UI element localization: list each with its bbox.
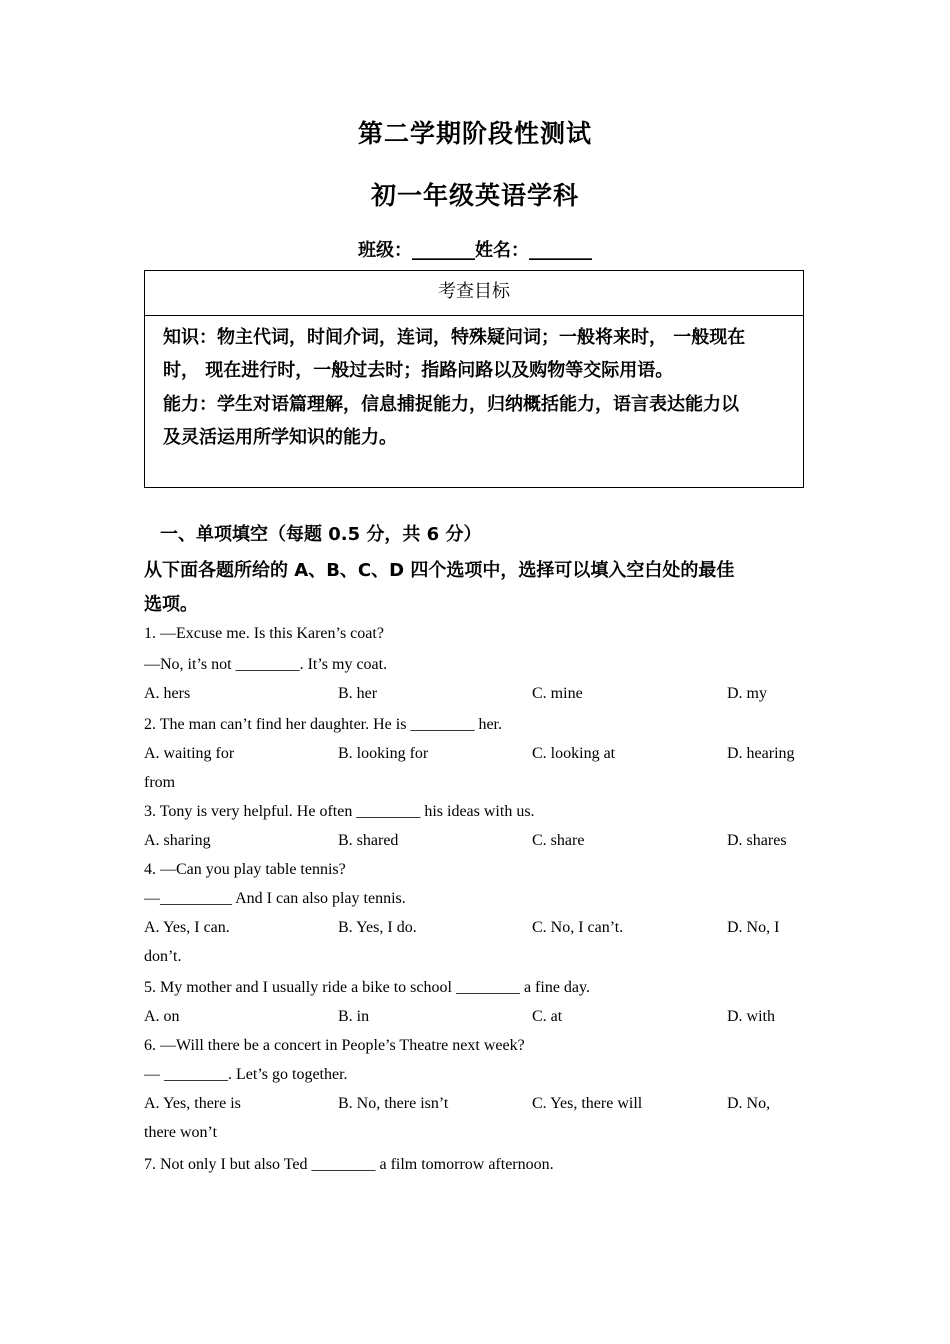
option-d-wrap: from: [144, 774, 176, 791]
option-b: B. in: [338, 1008, 370, 1025]
option-d: D. No, I: [727, 919, 780, 936]
class-name-line: 班级：_______姓名：_______: [358, 240, 592, 261]
option-c: C. looking at: [532, 745, 616, 762]
objectives-heading: 考查目标: [145, 271, 803, 316]
objectives-box: [144, 270, 804, 488]
option-b: B. looking for: [338, 745, 429, 762]
option-c: C. at: [532, 1008, 563, 1025]
objectives-line: 知识：物主代词，时间介词，连词，特殊疑问词；一般将来时， 一般现在: [163, 327, 746, 348]
option-b: B. Yes, I do.: [338, 919, 417, 936]
question-stem: — ________. Let’s go together.: [144, 1066, 348, 1083]
option-c: C. mine: [532, 685, 583, 702]
option-c: C. Yes, there will: [532, 1095, 643, 1112]
question-stem: 2. The man can’t find her daughter. He is ________ her.: [144, 716, 502, 733]
option-b: B. her: [338, 685, 378, 702]
question-stem: 1. —Excuse me. Is this Karen’s coat?: [144, 625, 384, 642]
question-stem: 7. Not only I but also Ted ________ a film tomorrow afternoon.: [144, 1156, 554, 1173]
option-d: D. my: [727, 685, 767, 702]
objectives-line: 及灵活运用所学知识的能力。: [163, 427, 397, 448]
section-instruction: 选项。: [144, 594, 198, 615]
page-subtitle: 初一年级英语学科: [370, 181, 579, 210]
question-stem: 3. Tony is very helpful. He often ________ his ideas with us.: [144, 803, 535, 820]
page-title: 第二学期阶段性测试: [357, 119, 592, 148]
objectives-line: 能力：学生对语篇理解，信息捕捉能力，归纳概括能力，语言表达能力以: [163, 394, 739, 415]
option-c: C. No, I can’t.: [532, 919, 624, 936]
option-a: A. Yes, there is: [144, 1095, 241, 1112]
question-stem: 5. My mother and I usually ride a bike to school ________ a fine day.: [144, 979, 590, 996]
option-b: B. No, there isn’t: [338, 1095, 449, 1112]
option-c: C. share: [532, 832, 585, 849]
option-d: D. hearing: [727, 745, 795, 762]
question-stem: 4. —Can you play table tennis?: [144, 861, 346, 878]
option-d: D. shares: [727, 832, 787, 849]
option-d-wrap: there won’t: [144, 1124, 218, 1141]
section-heading: 一、单项填空（每题 0.5 分，共 6 分）: [160, 524, 482, 545]
objectives-line: 时， 现在进行时，一般过去时；指路问路以及购物等交际用语。: [163, 360, 674, 381]
question-stem: —_________ And I can also play tennis.: [144, 890, 406, 907]
option-a: A. sharing: [144, 832, 211, 849]
option-a: A. Yes, I can.: [144, 919, 230, 936]
option-d: D. with: [727, 1008, 775, 1025]
option-a: A. on: [144, 1008, 180, 1025]
option-a: A. hers: [144, 685, 191, 702]
question-stem: 6. —Will there be a concert in People’s Theatre next week?: [144, 1037, 525, 1054]
question-stem: —No, it’s not ________. It’s my coat.: [144, 656, 388, 673]
option-a: A. waiting for: [144, 745, 235, 762]
option-b: B. shared: [338, 832, 399, 849]
section-instruction: 从下面各题所给的 A、B、C、D 四个选项中，选择可以填入空白处的最佳: [144, 560, 735, 581]
option-d-wrap: don’t.: [144, 948, 182, 965]
option-d: D. No,: [727, 1095, 771, 1112]
